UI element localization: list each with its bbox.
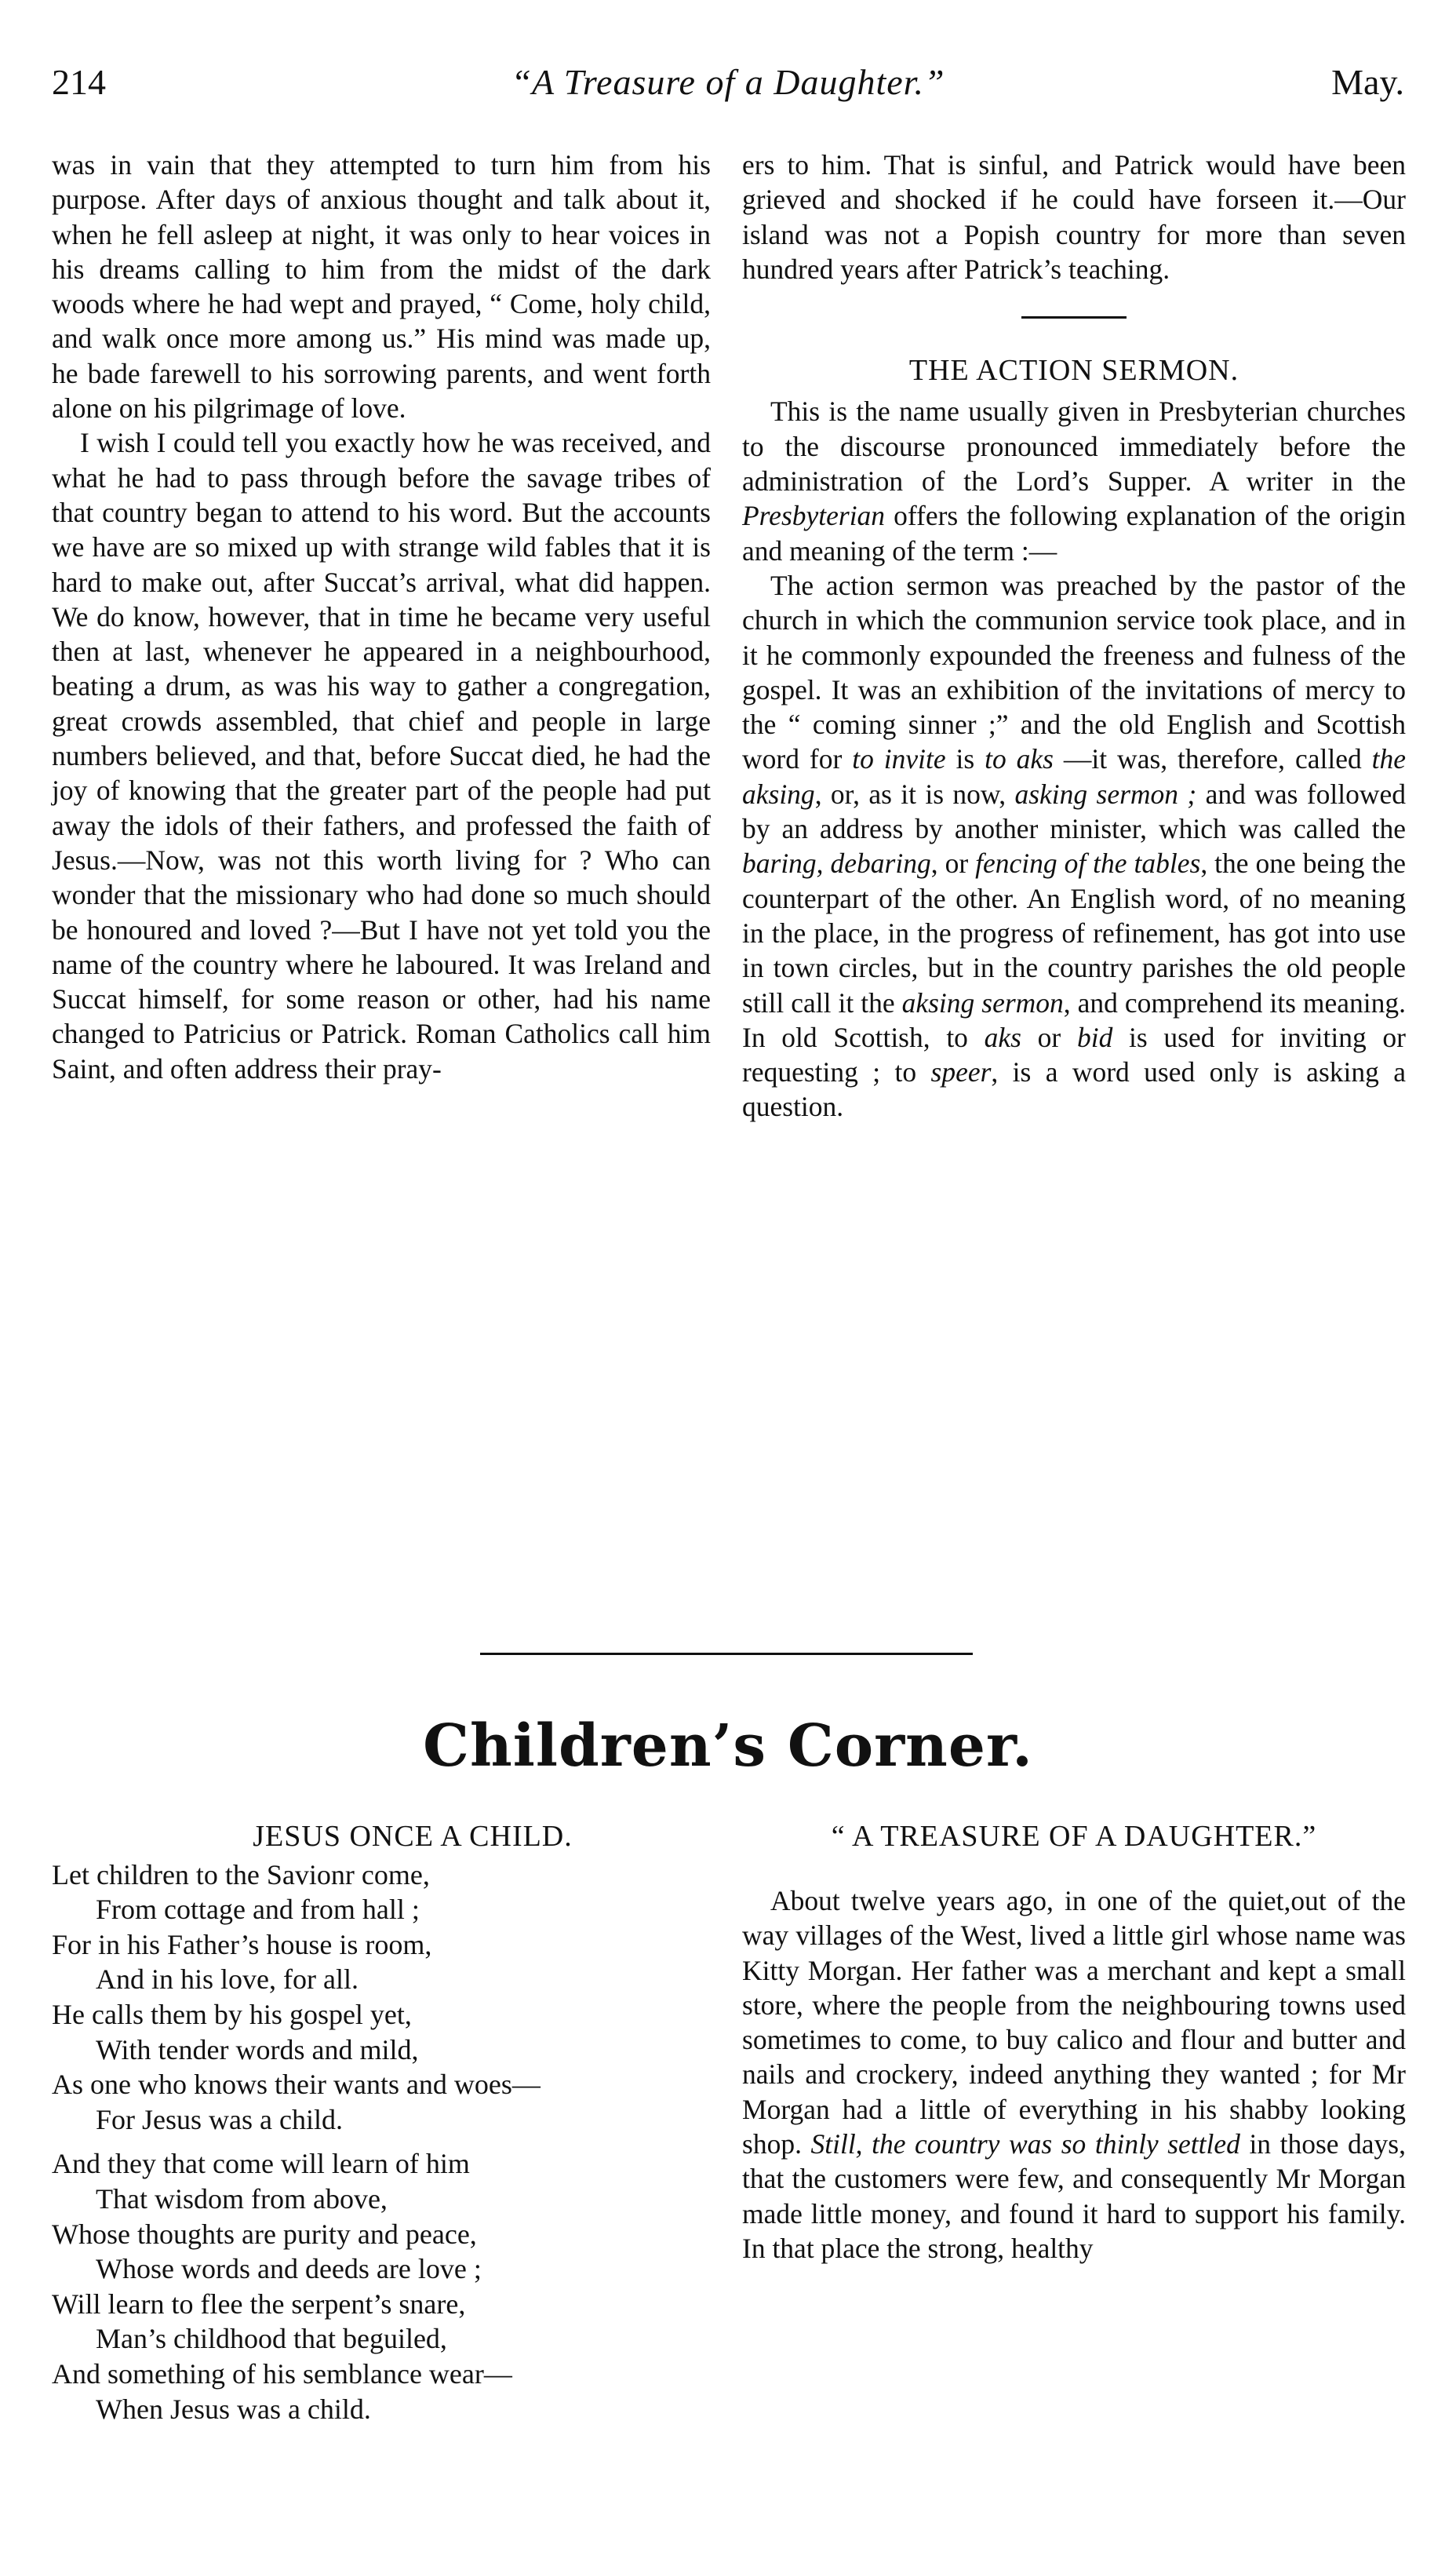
poem-line: Let children to the Savionr come,	[52, 1858, 430, 1890]
emphasis: to invite	[852, 743, 946, 775]
emphasis: baring, debaring	[742, 848, 931, 880]
poem-line: That wisdom from above,	[96, 2182, 388, 2215]
poem-line: As one who knows their wants and woes—	[52, 2069, 541, 2101]
poem-line: From cottage and from hall ;	[96, 1894, 420, 1926]
page-number: 214	[52, 62, 106, 102]
text-run: , or	[930, 848, 976, 880]
text-run: , or, as it is now,	[814, 778, 1015, 810]
text-run: and was followed by an address by another minister, which was called the	[742, 778, 1406, 845]
paragraph-succat-purpose: was in vain that they attempted to turn him from his purpose. After days of anxious thought and talk about it, when he fell asleep at night, it was only to hear voices in his dreams calling to him from the midst of the dark woods where he had wept and prayed, “ Come, holy child, and walk once more among us.” His mind was made up, he bade farewell to his sorrowing parents, and went forth alone on his pilgrimage of love.	[52, 149, 711, 425]
poem-line: For in his Father’s house is room,	[52, 1928, 432, 1960]
emphasis: speer	[930, 1056, 992, 1088]
poem-line: Whose thoughts are purity and peace,	[52, 2218, 477, 2250]
text-run: , and comprehend its meaning. In old Scottish, to	[742, 986, 1406, 1053]
story-column	[742, 1819, 1406, 2266]
paragraph-patrick-prayers: ers to him. That is sinful, and Patrick would have been grieved and shocked if he could have forseen it.—Our island was not a Popish country for more than seven hundred years after Patrick’s teaching.	[742, 149, 1406, 285]
poem-line: Whose words and deeds are love ;	[96, 2253, 482, 2285]
paragraph-succat-ireland: I wish I could tell you exactly how he was received, and what he had to pass through before the savage tribes of that country began to attend to his word. But the accounts we have are so mixed up with strange wild fables that it is hard to make out, after Succat’s arrival, what did happen. We do know, however, that in time he became very useful then at last, whenever he appeared in a neighbourhood, beating a drum, as was his way to gather a congregation, great crowds assembled, that chief and people in large numbers believed, and that, before Succat died, he had the joy of knowing that the greater part of the people had put away the idols of their fathers, and professed the faith of Jesus.—Now, was not this worth living for ? Who can wonder that the missionary who had done so much should be honoured and loved ?—But I have not yet told you the name of the country where he laboured. It was Ireland and Succat himself, for some reason or other, had his name changed to Patricius or Patrick. Roman Catholics call him Saint, and often address their pray-	[52, 427, 711, 1085]
running-month: May.	[1331, 62, 1404, 102]
poem-line: And something of his semblance wear—	[52, 2357, 512, 2390]
paragraph-action-sermon-explanation	[742, 568, 1406, 1125]
emphasis: aksing sermon	[901, 986, 1064, 1019]
poem-line: Man’s childhood that beguiled,	[96, 2323, 447, 2355]
text-run: —it was, therefore, called	[1053, 743, 1372, 775]
text-run: , is a word used only is asking a question.	[742, 1056, 1407, 1123]
section-divider	[1021, 316, 1127, 319]
text-run: This is the name usually given in Presbyterian churches to the discourse pronounced immediately before the administration of the Lord’s Supper. A writer in the	[742, 396, 1406, 498]
running-header	[52, 61, 1404, 124]
text-run: , the one being the counterpart of the other. An English word, of no meaning in the place, in the progress of refinement, has got into use in town circles, but in the country parishes the old people still call it the	[742, 848, 1406, 1019]
poem-line: He calls them by his gospel yet,	[52, 1998, 412, 2030]
childrens-corner-title: Children’s Corner.	[423, 1712, 1033, 1780]
poem-line: And in his love, for all.	[96, 1963, 359, 1996]
emphasis: aks	[984, 1021, 1021, 1053]
section-separator-rule	[480, 1653, 973, 1655]
right-column-top	[742, 148, 1406, 1125]
action-sermon-heading: THE ACTION SERMON.	[908, 354, 1239, 388]
emphasis: the aksing	[742, 743, 1406, 810]
text-run: is	[945, 743, 985, 775]
emphasis: fencing of the tables	[975, 848, 1201, 880]
poem-line: For Jesus was a child.	[96, 2103, 343, 2135]
poem-line: With tender words and mild,	[96, 2033, 419, 2065]
text-run: The action sermon was preached by the pastor of the church in which the communion service took place, and in it he commonly expounded the freeness and fulness of the gospel. It was an exhibition of the invitations of mercy to the “ coming sinner ;” and the old English and Scottish word for	[742, 569, 1406, 775]
poem-title: JESUS ONCE A CHILD.	[253, 1820, 573, 1853]
story-title: “ A TREASURE OF A DAUGHTER.”	[831, 1820, 1317, 1853]
text-run: in those days, that the customers were few, and consequently Mr Morgan made little money, and found it hard to support his family. In that place the strong, healthy	[742, 2128, 1406, 2264]
emphasis: to aks	[985, 743, 1054, 775]
paragraph-kitty-morgan	[742, 1883, 1406, 2266]
running-title: “A Treasure of a Daughter.”	[511, 62, 945, 102]
emphasis: asking sermon ;	[1014, 778, 1197, 810]
poem-stanza-1	[52, 1857, 726, 2138]
text-run: is used for inviting or requesting ; to	[742, 1021, 1407, 1088]
text-run: or	[1021, 1021, 1077, 1053]
left-column-top	[52, 148, 711, 1086]
emphasis: bid	[1076, 1021, 1113, 1053]
emphasis-presbyterian: Presbyterian	[742, 500, 886, 532]
paragraph-action-sermon-intro	[742, 394, 1406, 567]
text-run: offers the following explanation of the origin and meaning of the term :—	[742, 500, 1406, 567]
poem-stanza-2	[52, 2146, 726, 2426]
poem-line: Will learn to flee the serpent’s snare,	[52, 2288, 466, 2320]
poem-line: When Jesus was a child.	[96, 2393, 371, 2425]
poem-column	[52, 1819, 726, 2436]
emphasis: Still, the country was so thinly settled	[810, 2128, 1240, 2160]
text-run: About twelve years ago, in one of the quiet,out of the way villages of the West, lived a little girl whose name was Kitty Morgan. Her father was a merchant and kept a small store, where the people from the neighbouring towns used sometimes to come, to buy calico and flour and butter and nails and crockery, indeed anything they wanted ; for Mr Morgan had a little of everything in his shabby looking shop.	[742, 1885, 1406, 2160]
poem-line: And they that come will learn of him	[52, 2148, 470, 2180]
